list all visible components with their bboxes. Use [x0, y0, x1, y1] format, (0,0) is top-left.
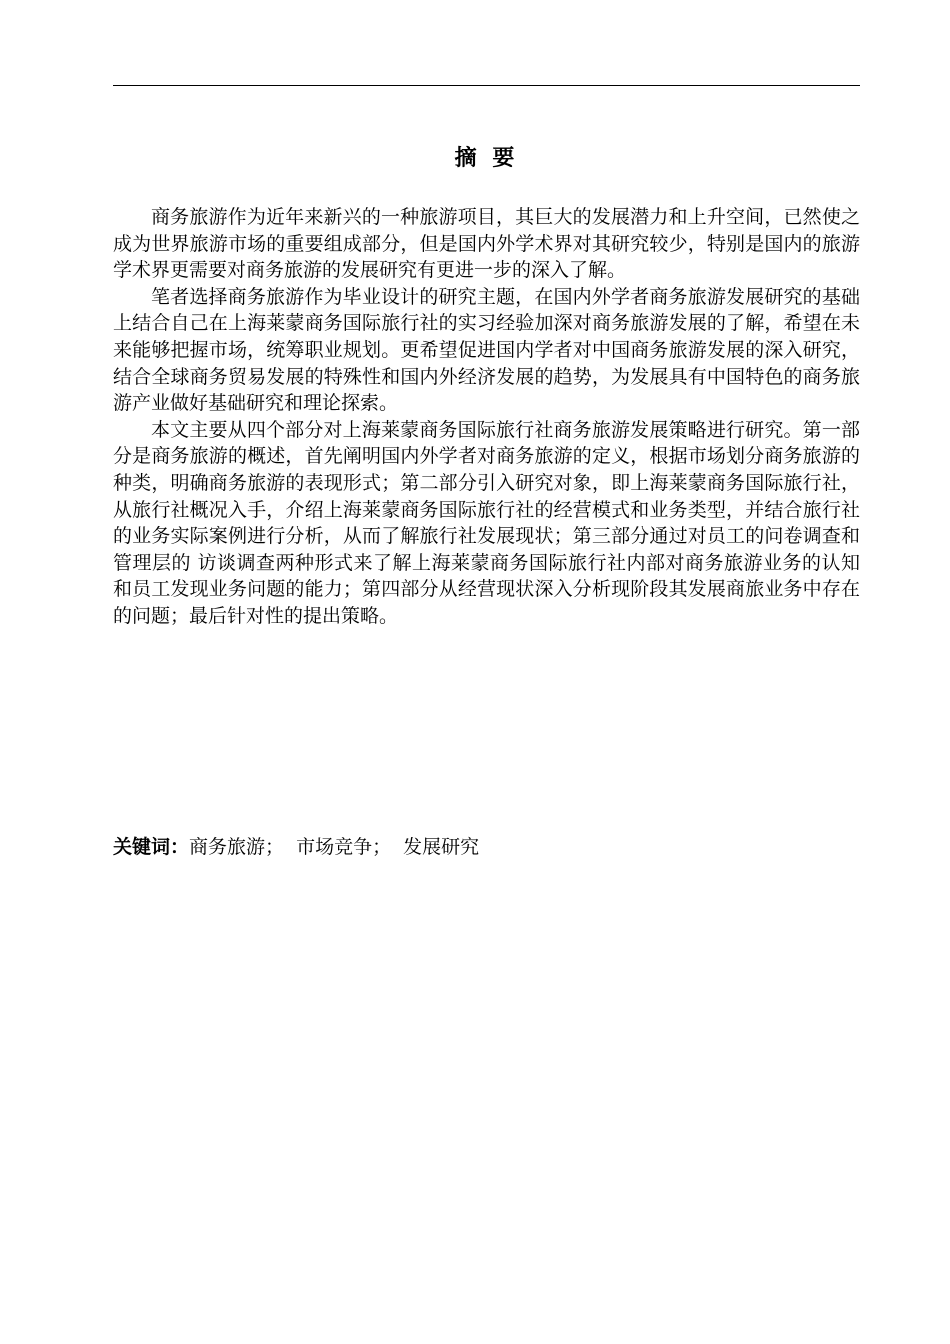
keyword-1: 商务旅游； [189, 836, 285, 858]
header-rule [113, 85, 860, 86]
keywords-line [113, 833, 860, 861]
abstract-paragraph-3: 本文主要从四个部分对上海莱蒙商务国际旅行社商务旅游发展策略进行研究。第一部分是商务旅游的概述，首先阐明国内外学者对商务旅游的定义，根据市场划分商务旅游的种类，明确商务旅游的表现形式；第二部分引入研究对象，即上海莱蒙商务国际旅行社，从旅行社概况入手，介绍上海莱蒙商务国际旅行社的经营模式和业务类型，并结合旅行社的业务实际案例进行分析，从而了解旅行社发展现状；第三部分通过对员工的问卷调查和管理层的 访谈调查两种形式来了解上海莱蒙商务国际旅行社内部对商务旅游业务的认知和员工发现业务问题的能力；第四部分从经营现状深入分析现阶段其发展商旅业务中存在的问题；最后针对性的提出策略。 [113, 418, 860, 627]
abstract-title: 摘 要 [454, 146, 519, 171]
abstract-paragraph-2: 笔者选择商务旅游作为毕业设计的研究主题，在国内外学者商务旅游发展研究的基础上结合自己在上海莱蒙商务国际旅行社的实习经验加深对商务旅游发展的了解，希望在未来能够把握市场，统筹职业规划。更希望促进国内学者对中国商务旅游发展的深入研究，结合全球商务贸易发展的特殊性和国内外经济发展的趋势，为发展具有中国特色的商务旅游产业做好基础研究和理论探索。 [113, 285, 860, 415]
keywords-label: 关键词： [113, 836, 190, 858]
abstract-paragraph-1: 商务旅游作为近年来新兴的一种旅游项目，其巨大的发展潜力和上升空间，已然使之成为世界旅游市场的重要组成部分，但是国内外学术界对其研究较少，特别是国内的旅游学术界更需要对商务旅游的发展研究有更进一步的深入了解。 [113, 206, 860, 282]
keyword-2: 市场竞争； [296, 836, 392, 858]
keyword-3: 发展研究 [403, 836, 480, 858]
abstract-body [113, 204, 860, 630]
